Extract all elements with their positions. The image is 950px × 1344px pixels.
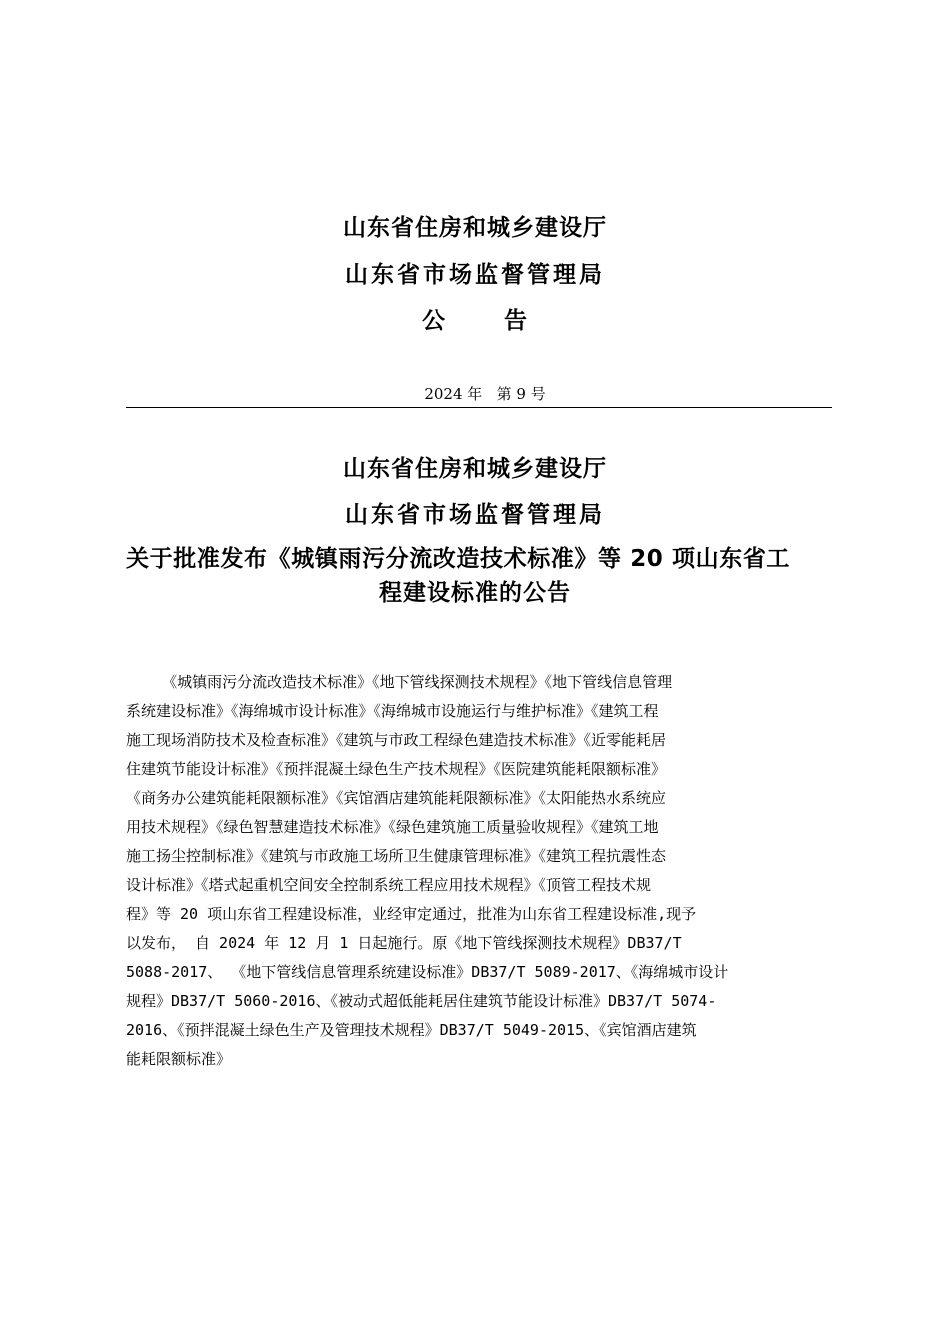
body-line: 能耗限额标准》 xyxy=(126,1050,232,1068)
document-type-heading xyxy=(0,306,950,336)
header-divider xyxy=(126,407,832,408)
body-line: 施工扬尘控制标准》《建筑与市政施工场所卫生健康管理标准》《建筑工程抗震性态 xyxy=(126,847,667,865)
notice-title-line-2: 程建设标准的公告 xyxy=(379,580,571,606)
notice-issuer-market-supervision-bureau: 山东省市场监督管理局 xyxy=(345,502,605,528)
notice-issuer-housing-department: 山东省住房和城乡建设厅 xyxy=(343,456,607,482)
body-line: 施工现场消防技术及检查标准》《建筑与市政工程绿色建造技术标准》《近零能耗居 xyxy=(126,731,667,749)
notice-body xyxy=(126,668,846,1074)
body-line: 设计标准》《塔式起重机空间安全控制系统工程应用技术规程》《顶管工程技术规 xyxy=(126,876,652,894)
issue-number: 2024 年 第 9 号 xyxy=(424,385,546,403)
document-type-char-2: 告 xyxy=(504,308,528,334)
body-line: 住建筑节能设计标准》《预拌混凝土绿色生产技术规程》《医院建筑能耗限额标准》 xyxy=(126,760,667,778)
body-line: 程》等 20 项山东省工程建设标准，业经审定通过，批准为山东省工程建设标准,现予 xyxy=(126,905,697,923)
body-line: 《城镇雨污分流改造技术标准》《地下管线探测技术规程》《地下管线信息管理 xyxy=(126,673,673,691)
issuer-housing-department: 山东省住房和城乡建设厅 xyxy=(343,215,607,241)
body-line: 以发布， 自 2024 年 12 月 1 日起施行。原《地下管线探测技术规程》DB37/T xyxy=(126,934,682,952)
body-line: 《商务办公建筑能耗限额标准》《宾馆酒店建筑能耗限额标准》《太阳能热水系统应 xyxy=(126,789,667,807)
notice-title-line-1: 关于批准发布《城镇雨污分流改造技术标准》等 20 项山东省工 xyxy=(126,546,791,572)
document-type-char-1: 公 xyxy=(422,308,446,334)
body-line: 用技术规程》《绿色智慧建造技术标准》《绿色建筑施工质量验收规程》《建筑工地 xyxy=(126,818,659,836)
body-line: 2016、《预拌混凝土绿色生产及管理技术规程》DB37/T 5049-2015、《宾馆酒店建筑 xyxy=(126,1021,697,1039)
body-line: 系统建设标准》《海绵城市设计标准》《海绵城市设施运行与维护标准》《建筑工程 xyxy=(126,702,659,720)
body-line: 规程》DB37/T 5060-2016、《被动式超低能耗居住建筑节能设计标准》DB37/T 5074- xyxy=(126,992,717,1010)
body-line: 5088-2017、 《地下管线信息管理系统建设标准》DB37/T 5089-2017、《海绵城市设计 xyxy=(126,963,729,981)
issuer-market-supervision-bureau: 山东省市场监督管理局 xyxy=(345,262,605,288)
